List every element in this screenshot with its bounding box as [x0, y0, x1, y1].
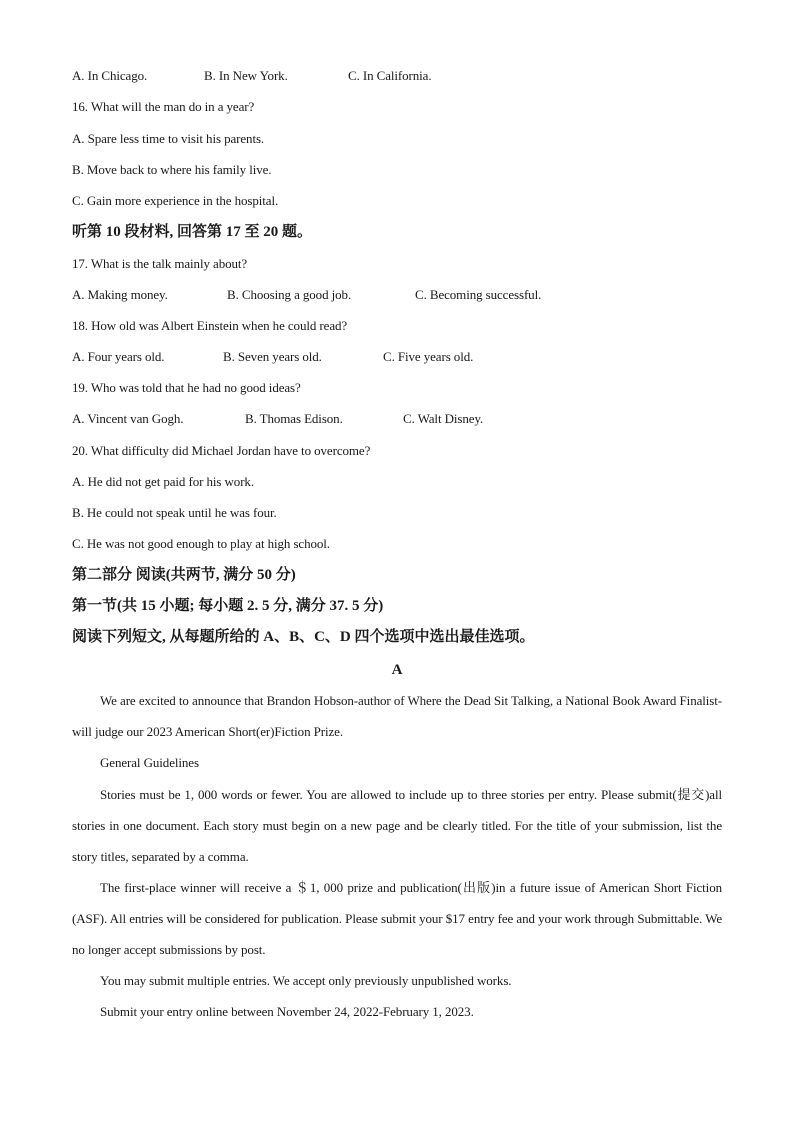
- q20-option-a: A. He did not get paid for his work.: [72, 474, 254, 489]
- passage-subheading: General Guidelines: [100, 755, 199, 770]
- q17-question: 17. What is the talk mainly about?: [72, 256, 248, 271]
- passage-paragraph-3: The first-place winner will receive a ＄1, 000 prize and publication(出版)in a future issue of American Short Fiction (ASF). All entries will be considered for publication. Please submit your $17 entry fee and your work through Submittable. We no longer accept submissions by post.: [72, 880, 722, 957]
- q17-option-c: C. Becoming successful.: [415, 287, 542, 302]
- q17-option-a: A. Making money.: [72, 287, 168, 302]
- q20-question: 20. What difficulty did Michael Jordan have to overcome?: [72, 443, 371, 458]
- part2-title: 第二部分 阅读(共两节, 满分 50 分): [72, 567, 296, 583]
- q16-option-a: A. Spare less time to visit his parents.: [72, 131, 265, 146]
- q15-option-a: A. In Chicago.: [72, 68, 148, 83]
- passage-paragraph-2: Stories must be 1, 000 words or fewer. You are allowed to include up to three stories per entry. Please submit(提交)all stories in one document. Each story must begin on a new page and be clearly titled. For the title of your submission, list the story titles, separated by a comma.: [72, 787, 722, 864]
- q15-option-b: B. In New York.: [204, 68, 288, 83]
- q19-option-c: C. Walt Disney.: [403, 411, 484, 426]
- passage-paragraph-4: You may submit multiple entries. We accept only previously unpublished works.: [100, 973, 512, 988]
- q16-option-b: B. Move back to where his family live.: [72, 162, 272, 177]
- passage-paragraph-5: Submit your entry online between November 24, 2022-February 1, 2023.: [100, 1004, 474, 1019]
- q18-option-b: B. Seven years old.: [223, 349, 322, 364]
- q19-question: 19. Who was told that he had no good ideas?: [72, 380, 301, 395]
- q19-option-a: A. Vincent van Gogh.: [72, 411, 184, 426]
- q18-option-a: A. Four years old.: [72, 349, 165, 364]
- passage-letter: A: [391, 662, 403, 678]
- q16-question: 16. What will the man do in a year?: [72, 99, 255, 114]
- q17-option-b: B. Choosing a good job.: [227, 287, 352, 302]
- q20-option-c: C. He was not good enough to play at high school.: [72, 536, 330, 551]
- q18-question: 18. How old was Albert Einstein when he could read?: [72, 318, 348, 333]
- q20-option-b: B. He could not speak until he was four.: [72, 505, 277, 520]
- q16-option-c: C. Gain more experience in the hospital.: [72, 193, 279, 208]
- section1-title: 第一节(共 15 小题; 每小题 2. 5 分, 满分 37. 5 分): [72, 598, 384, 614]
- q19-option-b: B. Thomas Edison.: [245, 411, 343, 426]
- q18-option-c: C. Five years old.: [383, 349, 474, 364]
- passage-paragraph-1: We are excited to announce that Brandon Hobson-author of Where the Dead Sit Talking, a National Book Award Finalist-will judge our 2023 American Short(er)Fiction Prize.: [72, 693, 722, 739]
- section-note: 听第 10 段材料, 回答第 17 至 20 题。: [72, 224, 313, 240]
- instruction: 阅读下列短文, 从每题所给的 A、B、C、D 四个选项中选出最佳选项。: [72, 629, 535, 645]
- q15-option-c: C. In California.: [348, 68, 432, 83]
